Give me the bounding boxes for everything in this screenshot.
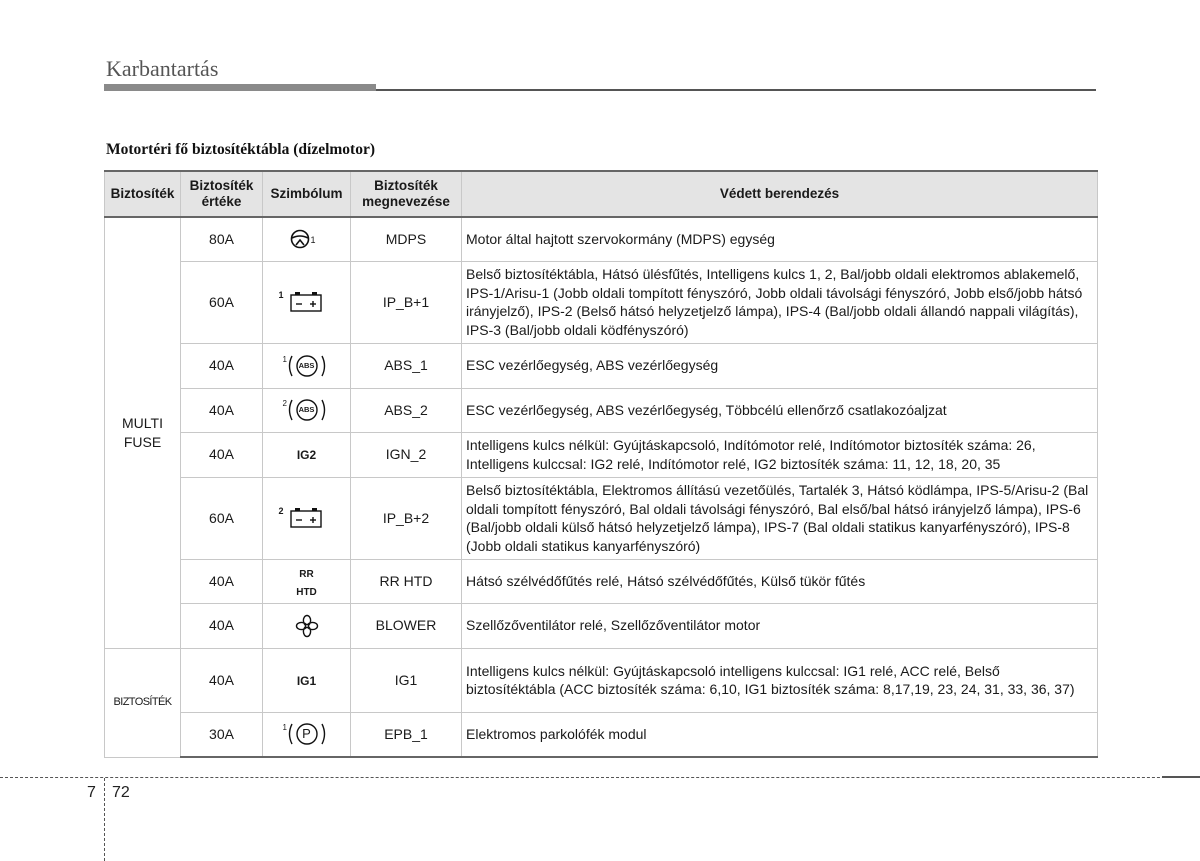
table-row bbox=[105, 712, 1098, 757]
symbol-index: 1 bbox=[310, 235, 316, 246]
fuse-symbol bbox=[263, 603, 351, 648]
fan-icon bbox=[277, 610, 337, 642]
abs-icon bbox=[277, 350, 337, 382]
fuse-name: BLOWER bbox=[351, 603, 462, 648]
fuse-table bbox=[104, 170, 1098, 758]
table-row bbox=[105, 388, 1098, 432]
table-row bbox=[105, 477, 1098, 559]
symbol-text-line1: RR bbox=[299, 568, 314, 580]
symbol-index: 2 bbox=[282, 399, 287, 408]
header-protected: Védett berendezés bbox=[462, 171, 1098, 217]
fuse-name: RR HTD bbox=[351, 559, 462, 603]
fuse-symbol bbox=[263, 432, 351, 477]
fuse-name: IP_B+2 bbox=[351, 477, 462, 559]
fuse-symbol bbox=[263, 559, 351, 603]
header-rule-thick bbox=[104, 84, 376, 91]
chapter-number: 7 bbox=[87, 784, 96, 801]
fuse-rating: 60A bbox=[181, 477, 263, 559]
fuse-symbol bbox=[263, 712, 351, 757]
table-row bbox=[105, 343, 1098, 388]
footer-dashed-rule bbox=[0, 777, 1200, 778]
fuse-description: Intelligens kulcs nélkül: Gyújtáskapcsoló intelligens kulccsal: IG1 relé, ACC relé, Belső biztosítéktábla (ACC biztosíték száma: 6,10, IG1 biztosíték száma: 8,17,19, 23, 24, 31, 33, 36, 37) bbox=[462, 648, 1098, 712]
group-label: MULTI FUSE bbox=[122, 415, 163, 450]
fuse-rating: 80A bbox=[181, 217, 263, 261]
fuse-name: ABS_1 bbox=[351, 343, 462, 388]
fuse-description: ESC vezérlőegység, ABS vezérlőegység, Többcélú ellenőrző csatlakozóaljzat bbox=[462, 388, 1098, 432]
section-title: Motortéri fő biztosítéktábla (dízelmotor) bbox=[106, 141, 376, 158]
symbol-index: 1 bbox=[278, 290, 284, 300]
header-symbol: Szimbólum bbox=[263, 171, 351, 217]
abs-icon bbox=[277, 394, 337, 426]
symbol-text: P bbox=[302, 726, 311, 742]
symbol-text: ABS bbox=[298, 360, 315, 370]
group-biztositek: BIZTOSÍTÉK bbox=[105, 648, 181, 757]
header-rating: Biztosíték értéke bbox=[181, 171, 263, 217]
battery-icon bbox=[277, 502, 337, 534]
footer-dashed-divider bbox=[104, 778, 105, 861]
fuse-symbol bbox=[263, 648, 351, 712]
symbol-index: 2 bbox=[278, 506, 284, 516]
table-row bbox=[105, 559, 1098, 603]
rr-htd-symbol bbox=[296, 563, 317, 600]
fuse-description: Belső biztosítéktábla, Elektromos állítású vezetőülés, Tartalék 3, Hátsó ködlámpa, IPS-5/Arisu-2 (Bal oldali tompított fényszóró, Bal oldali távolsági fényszóró, Bal első/bal hátsó irányjelző lámpa), IPS-6 (Bal/jobb oldali külső hátsó helyzetjelző lámpa), IPS-7 (Bal oldali statikus kanyarfényszóró), IPS-8 (Jobb oldali statikus kanyarfényszóró) bbox=[462, 477, 1098, 559]
fuse-rating: 30A bbox=[181, 712, 263, 757]
table-header-row bbox=[105, 171, 1098, 217]
fuse-description: Elektromos parkolófék modul bbox=[462, 712, 1098, 757]
fuse-symbol bbox=[263, 217, 351, 261]
page-number: 72 bbox=[112, 784, 130, 801]
fuse-description: Hátsó szélvédőfűtés relé, Hátsó szélvédőfűtés, Külső tükör fűtés bbox=[462, 559, 1098, 603]
fuse-rating: 40A bbox=[181, 603, 263, 648]
table-row bbox=[105, 217, 1098, 261]
symbol-text: ABS bbox=[298, 405, 315, 414]
fuse-rating: 40A bbox=[181, 343, 263, 388]
fuse-symbol bbox=[263, 388, 351, 432]
table-row bbox=[105, 648, 1098, 712]
fuse-description: ESC vezérlőegység, ABS vezérlőegység bbox=[462, 343, 1098, 388]
symbol-index: 1 bbox=[282, 723, 287, 733]
fuse-name: EPB_1 bbox=[351, 712, 462, 757]
page-header-title: Karbantartás bbox=[106, 56, 219, 81]
fuse-description: Intelligens kulcs nélkül: Gyújtáskapcsoló, Indítómotor relé, Indítómotor biztosíték száma: 26, Intelligens kulccsal: IG2 relé, Indítómotor relé, IG2 biztosíték száma: 11, 12, 18, 20, 35 bbox=[462, 432, 1098, 477]
fuse-symbol bbox=[263, 261, 351, 343]
steering-wheel-icon bbox=[277, 223, 337, 255]
symbol-index: 1 bbox=[282, 354, 287, 364]
table-row bbox=[105, 261, 1098, 343]
symbol-text-line2: HTD bbox=[296, 587, 317, 598]
battery-icon bbox=[277, 286, 337, 318]
header-fuse: Biztosíték bbox=[105, 171, 181, 217]
fuse-rating: 40A bbox=[181, 559, 263, 603]
ig1-symbol: IG1 bbox=[296, 673, 317, 688]
fuse-description: Belső biztosítéktábla, Hátsó ülésfűtés, Intelligens kulcs 1, 2, Bal/jobb oldali elektromos ablakemelő, IPS-1/Arisu-1 (Jobb oldali tompított fényszóró, Jobb oldali távolsági fényszóró, Jobb első/jobb hátsó irányjelző), IPS-2 (Belső hátsó helyzetjelző lámpa), IPS-4 (Bal/jobb oldali állandó nappali világítás), IPS-3 (Bal/jobb oldali ködfényszóró) bbox=[462, 261, 1098, 343]
footer-rule-end bbox=[1162, 776, 1200, 778]
fuse-rating: 40A bbox=[181, 388, 263, 432]
fuse-rating: 40A bbox=[181, 648, 263, 712]
table-row bbox=[105, 603, 1098, 648]
header-name: Biztosíték megnevezése bbox=[351, 171, 462, 217]
parking-brake-icon bbox=[277, 718, 337, 750]
fuse-symbol bbox=[263, 477, 351, 559]
fuse-name: IGN_2 bbox=[351, 432, 462, 477]
fuse-rating: 60A bbox=[181, 261, 263, 343]
fuse-name: IP_B+1 bbox=[351, 261, 462, 343]
ig2-symbol: IG2 bbox=[296, 448, 317, 463]
table-row bbox=[105, 432, 1098, 477]
fuse-symbol bbox=[263, 343, 351, 388]
fuse-name: ABS_2 bbox=[351, 388, 462, 432]
fuse-name: IG1 bbox=[351, 648, 462, 712]
fuse-description: Motor által hajtott szervokormány (MDPS) egység bbox=[462, 217, 1098, 261]
fuse-rating: 40A bbox=[181, 432, 263, 477]
fuse-name: MDPS bbox=[351, 217, 462, 261]
header-rule-thin bbox=[376, 89, 1096, 91]
fuse-description: Szellőzőventilátor relé, Szellőzőventilátor motor bbox=[462, 603, 1098, 648]
group-multi-fuse bbox=[105, 217, 181, 648]
